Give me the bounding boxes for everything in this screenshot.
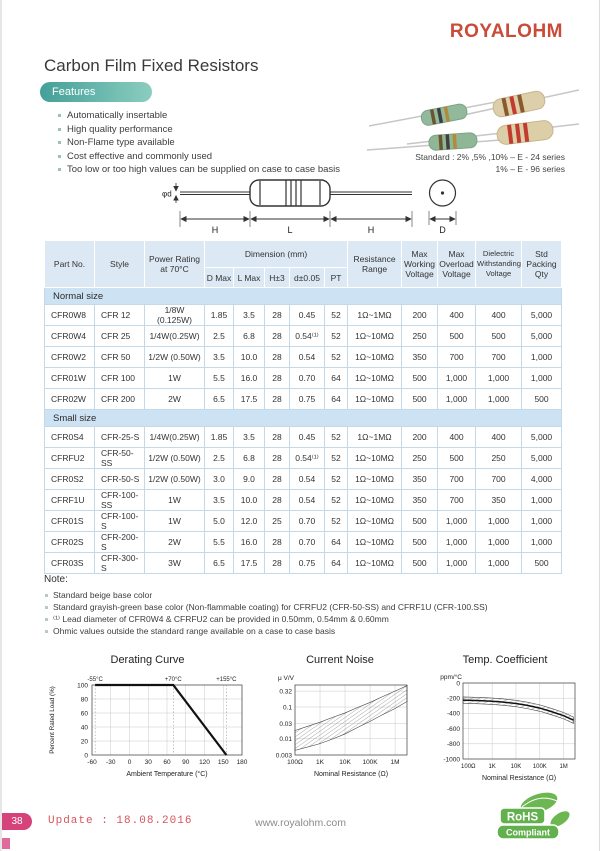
svg-text:-55°C: -55°C [87, 677, 103, 683]
table-cell: 1Ω~10MΩ [348, 532, 402, 553]
note-item: Ohmic values outside the standard range available on a case to case basis [44, 625, 554, 637]
svg-text:+70°C: +70°C [164, 677, 182, 683]
charts-row [40, 654, 585, 797]
table-cell: 52 [325, 490, 348, 511]
svg-text:100Ω: 100Ω [461, 764, 476, 770]
table-cell: 1,000 [476, 511, 522, 532]
col-header-d-tol: d±0.05 [290, 268, 325, 288]
col-header-part-no: Part No. [45, 241, 95, 288]
brand-logo: ROYALOHM [449, 21, 563, 42]
table-cell: CFR0W4 [45, 326, 95, 347]
table-cell: CFR 200 [95, 389, 145, 410]
svg-text:0: 0 [456, 680, 460, 688]
table-cell: 0.54⁽¹⁾ [290, 448, 325, 469]
table-cell: 4,000 [522, 469, 562, 490]
table-cell: 1,000 [476, 389, 522, 410]
table-cell: 1Ω~10MΩ [348, 553, 402, 574]
table-cell: 1,000 [522, 532, 562, 553]
col-header-pt: PT [325, 268, 348, 288]
table-cell: 250 [402, 448, 438, 469]
table-cell: 700 [476, 347, 522, 368]
svg-text:-60: -60 [87, 759, 97, 766]
table-cell: 5.5 [205, 368, 234, 389]
table-cell: 10.0 [234, 347, 265, 368]
col-header-l-max: L Max [234, 268, 265, 288]
table-cell: 1W [145, 368, 205, 389]
phi-d-label: φd [162, 189, 172, 199]
table-cell: 700 [438, 490, 476, 511]
table-cell: 700 [438, 469, 476, 490]
table-cell: CFRF1U [45, 490, 95, 511]
table-cell: 700 [438, 347, 476, 368]
table-cell: 52 [325, 511, 348, 532]
table-cell: CFR-300-S [95, 553, 145, 574]
svg-text:0.1: 0.1 [282, 704, 292, 712]
table-cell: 0.54 [290, 490, 325, 511]
note-item: Standard beige base color [44, 589, 554, 601]
table-cell: 1Ω~10MΩ [348, 490, 402, 511]
svg-text:0: 0 [84, 752, 88, 760]
svg-text:100Ω: 100Ω [287, 759, 303, 766]
table-cell: 1.85 [205, 305, 234, 326]
table-cell: 200 [402, 305, 438, 326]
table-cell: CFR0W8 [45, 305, 95, 326]
table-cell: 0.54 [290, 347, 325, 368]
dim-l-label: L [287, 225, 293, 235]
note-item: Standard grayish-green base color (Non-flammable coating) for CFRFU2 (CFR-50-SS) and CFRF1U (CFR-100.SS) [44, 601, 554, 613]
table-cell: 28 [265, 427, 290, 448]
note-item: ⁽¹⁾ Lead diameter of CFR0W4 & CFRFU2 can be provided in 0.50mm, 0.54mm & 0.60mm [44, 613, 554, 625]
table-cell: 1/4W(0.25W) [145, 326, 205, 347]
table-row [45, 490, 562, 511]
table-cell: 0.75 [290, 389, 325, 410]
table-cell: 500 [438, 448, 476, 469]
table-cell: 500 [402, 511, 438, 532]
svg-text:30: 30 [144, 759, 152, 766]
table-cell: CFR0S4 [45, 427, 95, 448]
table-cell: 28 [265, 389, 290, 410]
table-cell: 28 [265, 347, 290, 368]
table-cell: CFR 100 [95, 368, 145, 389]
svg-text:10K: 10K [510, 764, 522, 770]
table-cell: 28 [265, 490, 290, 511]
svg-text:1K: 1K [316, 759, 324, 766]
spec-table [44, 240, 562, 574]
note-block [44, 574, 554, 637]
table-cell: 1,000 [476, 553, 522, 574]
table-row [45, 389, 562, 410]
table-cell: 3.5 [205, 347, 234, 368]
table-cell: 1Ω~1MΩ [348, 427, 402, 448]
table-cell: 350 [476, 490, 522, 511]
svg-text:90: 90 [182, 759, 190, 766]
table-cell: 28 [265, 553, 290, 574]
col-header-resistance-range: Resistance Range [348, 241, 402, 288]
table-cell: 350 [402, 347, 438, 368]
svg-text:80: 80 [80, 696, 88, 704]
table-cell: 64 [325, 553, 348, 574]
table-cell: 28 [265, 532, 290, 553]
table-cell: CFR01W [45, 368, 95, 389]
table-cell: 5,000 [522, 326, 562, 347]
tempco-chart-block [425, 654, 585, 797]
table-cell: 1,000 [476, 532, 522, 553]
standard-line-2: 1% – E - 96 series [495, 163, 565, 174]
rohs-compliant-label: Compliant [506, 827, 550, 838]
tempco-chart-title: Temp. Coefficient [462, 654, 548, 666]
table-cell: 1/2W (0.50W) [145, 469, 205, 490]
table-row [45, 368, 562, 389]
table-cell: 5,000 [522, 448, 562, 469]
table-cell: 28 [265, 368, 290, 389]
table-cell: CFR02S [45, 532, 95, 553]
svg-text:60: 60 [163, 759, 171, 766]
col-header-dielectric: Dielectric Withstanding Voltage [476, 241, 522, 288]
derating-chart-svg [40, 667, 255, 792]
dim-d-label: D [439, 225, 446, 235]
resistor-outline [250, 180, 330, 206]
table-cell: 0.54 [290, 469, 325, 490]
table-cell: 500 [522, 389, 562, 410]
table-cell: 400 [476, 427, 522, 448]
table-cell: CFR01S [45, 511, 95, 532]
table-cell: 500 [402, 553, 438, 574]
table-cell: 12.0 [234, 511, 265, 532]
table-cell: 0.70 [290, 532, 325, 553]
svg-text:Nominal Resistance (Ω): Nominal Resistance (Ω) [313, 771, 389, 778]
table-cell: 1,000 [522, 347, 562, 368]
page-number-badge: 38 [2, 813, 32, 830]
table-cell: 28 [265, 305, 290, 326]
website-url: www.royalohm.com [254, 817, 347, 829]
table-row [45, 511, 562, 532]
table-cell: 1,000 [438, 511, 476, 532]
svg-text:0.003: 0.003 [275, 752, 292, 760]
table-cell: 1,000 [522, 511, 562, 532]
table-cell: CFRFU2 [45, 448, 95, 469]
table-cell: 28 [265, 448, 290, 469]
table-cell: 10.0 [234, 490, 265, 511]
svg-text:10K: 10K [339, 759, 351, 766]
svg-text:-200: -200 [446, 695, 460, 703]
table-cell: CFR-200-S [95, 532, 145, 553]
svg-text:0.32: 0.32 [279, 688, 292, 696]
table-cell: 52 [325, 305, 348, 326]
svg-text:-400: -400 [446, 710, 460, 718]
svg-text:1M: 1M [559, 764, 568, 770]
table-cell: 400 [438, 427, 476, 448]
table-cell: 400 [438, 305, 476, 326]
table-cell: 5.5 [205, 532, 234, 553]
dim-h-left-label: H [211, 225, 219, 235]
table-cell: CFR03S [45, 553, 95, 574]
table-cell: 1Ω~10MΩ [348, 347, 402, 368]
derating-chart-block [40, 654, 255, 797]
table-cell: CFR-100-S [95, 511, 145, 532]
table-cell: 52 [325, 347, 348, 368]
table-cell: 0.54⁽¹⁾ [290, 326, 325, 347]
table-cell: 52 [325, 469, 348, 490]
table-cell: 2W [145, 532, 205, 553]
tempco-chart-svg [425, 667, 585, 792]
table-cell: 64 [325, 368, 348, 389]
table-cell: 1Ω~10MΩ [348, 469, 402, 490]
svg-text:ppm/°C: ppm/°C [440, 674, 462, 681]
noise-chart-block [255, 654, 425, 797]
table-cell: 250 [476, 448, 522, 469]
svg-text:0.01: 0.01 [279, 735, 292, 743]
table-cell: 350 [402, 469, 438, 490]
table-cell: 3.5 [205, 490, 234, 511]
col-header-dimension: Dimension (mm) [205, 241, 348, 268]
table-cell: 0.70 [290, 511, 325, 532]
svg-text:100: 100 [77, 682, 88, 690]
table-cell: 5,000 [522, 427, 562, 448]
table-cell: CFR0S2 [45, 469, 95, 490]
table-cell: 64 [325, 389, 348, 410]
table-cell: 250 [402, 326, 438, 347]
table-cell: 1/2W (0.50W) [145, 347, 205, 368]
dimension-drawing [150, 163, 472, 239]
table-cell: 3.5 [234, 305, 265, 326]
svg-text:-1000: -1000 [443, 756, 460, 764]
svg-text:-600: -600 [446, 725, 460, 733]
table-cell: 2W [145, 389, 205, 410]
table-cell: 1/4W(0.25W) [145, 427, 205, 448]
svg-text:100K: 100K [362, 759, 378, 766]
table-cell: 350 [402, 490, 438, 511]
noise-chart-title: Current Noise [306, 654, 374, 666]
col-header-max-working: Max Working Voltage [402, 241, 438, 288]
table-cell: 1/2W (0.50W) [145, 448, 205, 469]
svg-text:-30: -30 [106, 759, 116, 766]
feature-item: Non-Flame type available [58, 136, 358, 150]
features-badge: Features [40, 82, 152, 102]
svg-text:40: 40 [80, 724, 88, 732]
table-cell: 0.45 [290, 305, 325, 326]
table-cell: 1,000 [438, 389, 476, 410]
feature-item: Too low or too high values can be supplied on case to case basis [58, 163, 358, 177]
table-cell: 1,000 [438, 532, 476, 553]
table-cell: 52 [325, 326, 348, 347]
table-cell: 1,000 [438, 368, 476, 389]
col-header-std-packing: Std Packing Qty [522, 241, 562, 288]
table-cell: CFR 50 [95, 347, 145, 368]
resistor-body-beige-1 [492, 90, 547, 118]
table-cell: 0.75 [290, 553, 325, 574]
table-cell: 17.5 [234, 553, 265, 574]
table-cell: 1Ω~1MΩ [348, 305, 402, 326]
table-cell: 28 [265, 326, 290, 347]
svg-text:150: 150 [217, 759, 229, 766]
table-cell: 1,000 [522, 368, 562, 389]
table-cell: 0.45 [290, 427, 325, 448]
table-cell: 1W [145, 511, 205, 532]
col-header-h: H±3 [265, 268, 290, 288]
table-cell: CFR-25-S [95, 427, 145, 448]
table-cell: 500 [402, 532, 438, 553]
svg-text:Ambient Temperature (°C): Ambient Temperature (°C) [126, 771, 208, 778]
table-cell: 52 [325, 427, 348, 448]
table-cell: 500 [402, 389, 438, 410]
table-cell: 1,000 [476, 368, 522, 389]
table-cell: 3W [145, 553, 205, 574]
table-cell: 500 [438, 326, 476, 347]
rohs-compliant-logo [497, 791, 573, 847]
svg-text:-800: -800 [446, 741, 460, 749]
derating-chart-title: Derating Curve [110, 654, 185, 666]
svg-text:20: 20 [80, 738, 88, 746]
svg-text:100K: 100K [532, 764, 547, 770]
table-cell: 400 [476, 305, 522, 326]
svg-text:Percent Rated Load (%): Percent Rated Load (%) [49, 686, 56, 754]
table-cell: 3.0 [205, 469, 234, 490]
update-date: Update : 18.08.2016 [48, 815, 193, 827]
feature-item: Automatically insertable [58, 109, 358, 123]
table-cell: 5.0 [205, 511, 234, 532]
table-row [45, 469, 562, 490]
table-cell: 3.5 [234, 427, 265, 448]
table-cell: 1.85 [205, 427, 234, 448]
svg-text:60: 60 [80, 710, 88, 718]
note-title: Note: [44, 574, 68, 585]
table-cell: 1Ω~10MΩ [348, 448, 402, 469]
table-cell: 200 [402, 427, 438, 448]
table-cell: 500 [402, 368, 438, 389]
table-row [45, 326, 562, 347]
table-cell: 1W [145, 490, 205, 511]
table-section-label: Small size [45, 410, 562, 427]
table-cell: 16.0 [234, 532, 265, 553]
svg-text:+155°C: +155°C [216, 677, 237, 683]
table-cell: 6.5 [205, 389, 234, 410]
table-section-row [45, 288, 562, 305]
table-cell: 5,000 [522, 305, 562, 326]
svg-text:μ V/V: μ V/V [277, 675, 294, 682]
table-cell: 25 [265, 511, 290, 532]
svg-text:180: 180 [236, 759, 248, 766]
table-cell: CFR02W [45, 389, 95, 410]
svg-text:1K: 1K [488, 764, 496, 770]
table-cell: 500 [476, 326, 522, 347]
table-cell: CFR-50-S [95, 469, 145, 490]
resistor-photo [367, 78, 579, 156]
table-cell: 1Ω~10MΩ [348, 511, 402, 532]
feature-item: High quality performance [58, 123, 358, 137]
table-cell: 64 [325, 532, 348, 553]
standard-line-1: Standard : 2% ,5% ,10% – E - 24 series [415, 152, 565, 162]
svg-text:Nominal Resistance (Ω): Nominal Resistance (Ω) [481, 775, 557, 782]
dim-h-right-label: H [367, 225, 375, 235]
table-cell: CFR 12 [95, 305, 145, 326]
table-section-label: Normal size [45, 288, 562, 305]
table-cell: 1Ω~10MΩ [348, 326, 402, 347]
table-cell: 16.0 [234, 368, 265, 389]
corner-accent [2, 838, 10, 849]
rohs-label: RoHS [506, 811, 539, 824]
svg-text:120: 120 [199, 759, 210, 766]
table-section-row [45, 410, 562, 427]
col-header-power-rating: Power Rating at 70°C [145, 241, 205, 288]
table-cell: 2.5 [205, 448, 234, 469]
table-cell: 0.70 [290, 368, 325, 389]
table-row [45, 553, 562, 574]
svg-text:0.03: 0.03 [279, 720, 292, 728]
table-cell: 700 [476, 469, 522, 490]
table-cell: 1Ω~10MΩ [348, 389, 402, 410]
resistor-body-green-2 [429, 132, 478, 150]
table-cell: 1,000 [438, 553, 476, 574]
table-cell: 17.5 [234, 389, 265, 410]
table-cell: CFR-50-SS [95, 448, 145, 469]
table-cell: 1,000 [522, 490, 562, 511]
resistor-body-beige-2 [496, 120, 554, 146]
table-cell: 6.5 [205, 553, 234, 574]
table-cell: 2.5 [205, 326, 234, 347]
table-row [45, 532, 562, 553]
spec-table-body [45, 288, 562, 574]
table-cell: 6.8 [234, 448, 265, 469]
svg-text:1M: 1M [390, 759, 400, 766]
table-row [45, 305, 562, 326]
resistor-body-green-1 [420, 103, 468, 127]
svg-text:0: 0 [127, 759, 132, 766]
col-header-d-max: D Max [205, 268, 234, 288]
table-cell: 500 [522, 553, 562, 574]
table-cell: CFR0W2 [45, 347, 95, 368]
table-cell: 52 [325, 448, 348, 469]
table-row [45, 347, 562, 368]
table-row [45, 448, 562, 469]
table-row [45, 427, 562, 448]
table-cell: 9.0 [234, 469, 265, 490]
col-header-style: Style [95, 241, 145, 288]
note-list [44, 589, 554, 637]
table-cell: 6.8 [234, 326, 265, 347]
col-header-max-overload: Max Overload Voltage [438, 241, 476, 288]
noise-chart-svg [255, 667, 425, 792]
table-cell: 28 [265, 469, 290, 490]
table-cell: CFR 25 [95, 326, 145, 347]
table-cell: 1/8W (0.125W) [145, 305, 205, 326]
table-cell: CFR-100-SS [95, 490, 145, 511]
feature-item: Cost effective and commonly used [58, 150, 358, 164]
table-cell: 1Ω~10MΩ [348, 368, 402, 389]
page-title: Carbon Film Fixed Resistors [44, 56, 259, 75]
